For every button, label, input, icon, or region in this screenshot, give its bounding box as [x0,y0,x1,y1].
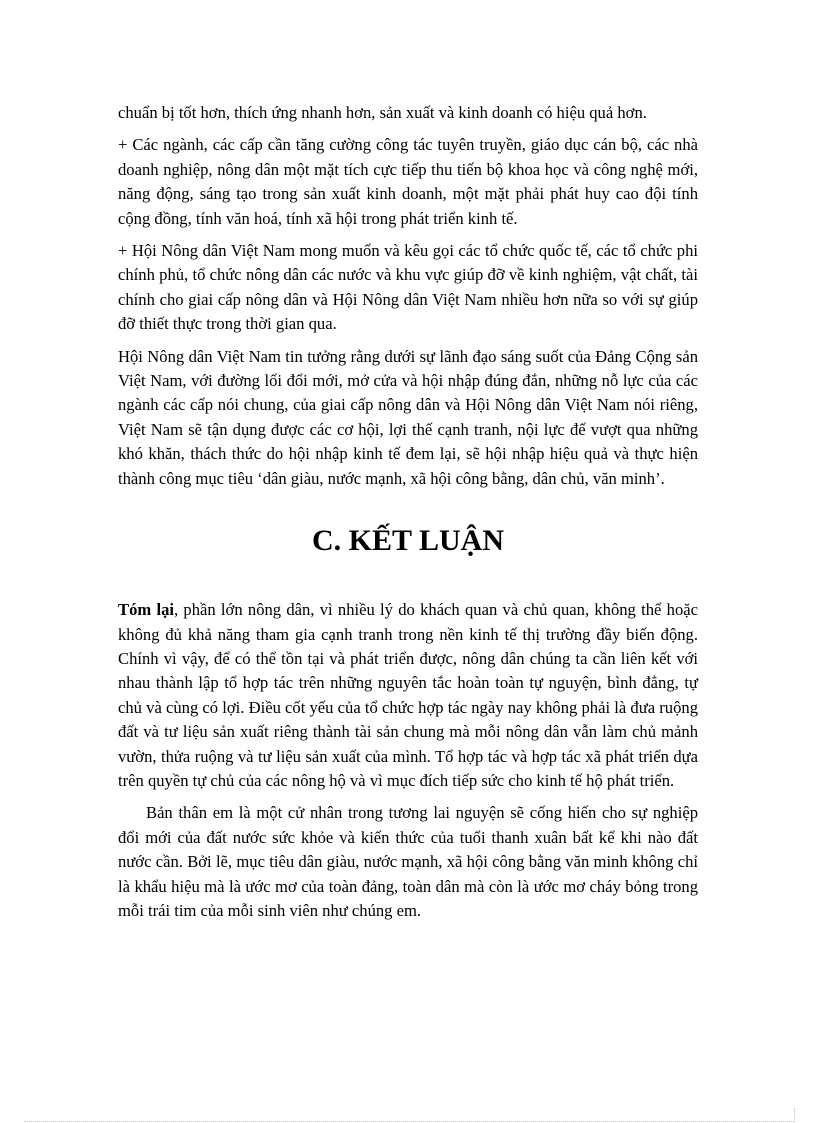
paragraph-international-support: + Hội Nông dân Việt Nam mong muốn và kêu gọi các tổ chức quốc tế, các tổ chức phi chính phủ, tổ chức nông dân các nước và khu vực giúp đỡ về kinh nghiệm, vật chất, tài chính cho giai cấp nông dân và Hội Nông dân Việt Nam nhiều hơn nữa so với sự giúp đỡ thiết thực trong thời gian qua. [118,241,698,334]
paragraph-continuation: chuẩn bị tốt hơn, thích ứng nhanh hơn, sản xuất và kinh doanh có hiệu quả hơn. [118,103,647,122]
page-border-line [24,1121,794,1122]
paragraph-conclusion [118,598,698,793]
section-heading: C. KẾT LUẬN [312,524,504,558]
paragraph-confidence: Hội Nông dân Việt Nam tin tưởng rằng dưới sự lãnh đạo sáng suốt của Đảng Cộng sản Việt Nam, với đường lối đổi mới, mở cửa và hội nhập đúng đắn, những nỗ lực của các ngành các cấp nói chung, của giai cấp nông dân và Hội Nông dân Việt Nam nói riêng, Việt Nam sẽ tận dụng được các cơ hội, lợi thế cạnh tranh, nội lực để vượt qua những khó khăn, thách thức do hội nhập kinh tế đem lại, sẽ hội nhập hiệu quả và thực hiện thành công mục tiêu ‘dân giàu, nước mạnh, xã hội công bằng, dân chủ, văn minh’. [118,346,698,488]
conclusion-lead: Tóm lại [118,600,174,620]
paragraph-propaganda: + Các ngành, các cấp cần tăng cường công tác tuyên truyền, giáo dục cán bộ, các nhà doanh nghiệp, nông dân một mặt tích cực tiếp thu tiến bộ khoa học và công nghệ mới, năng động, sáng tạo trong sản xuất kinh doanh, một mặt phải phát huy cao đội tính cộng đồng, tính văn hoá, tính xã hội trong phát triển kinh tế. [118,135,698,228]
conclusion-text: , phần lớn nông dân, vì nhiều lý do khách quan và chủ quan, không thể hoặc không đủ khả năng tham gia cạnh tranh trong nền kinh tế thị trường đầy biến động. Chính vì vậy, để có thể tồn tại và phát triển được, nông dân chúng ta cần liên kết với nhau thành lập tổ hợp tác trên những nguyên tắc hoàn toàn tự nguyện, bình đẳng, tự chủ và cùng có lợi. Điều cốt yếu của tổ chức hợp tác ngày nay không phải là đưa ruộng đất và tư liệu sản xuất riêng thành tài sản chung mà mỗi nông dân vẫn làm chủ mảnh vườn, thửa ruộng và tư liệu sản xuất của mình. Tổ hợp tác và hợp tác xã phát triển dựa trên quyền tự chủ của các nông hộ và vì mục đích tiếp sức cho kinh tế hộ phát triển. [118,600,698,790]
paragraph-closing: Bản thân em là một cử nhân trong tương lai nguyện sẽ cống hiến cho sự nghiệp đổi mới của đất nước sức khỏe và kiến thức của tuổi thanh xuân bất kể khi nào đất nước cần. Bởi lẽ, mục tiêu dân giàu, nước mạnh, xã hội công bằng văn minh không chỉ là khẩu hiệu mà là ước mơ của toàn đảng, toàn dân mà còn là ước mơ cháy bỏng trong mỗi trái tim của mỗi sinh viên như chúng em. [118,803,698,920]
page-corner-line [794,1108,795,1122]
document-body [118,101,698,931]
